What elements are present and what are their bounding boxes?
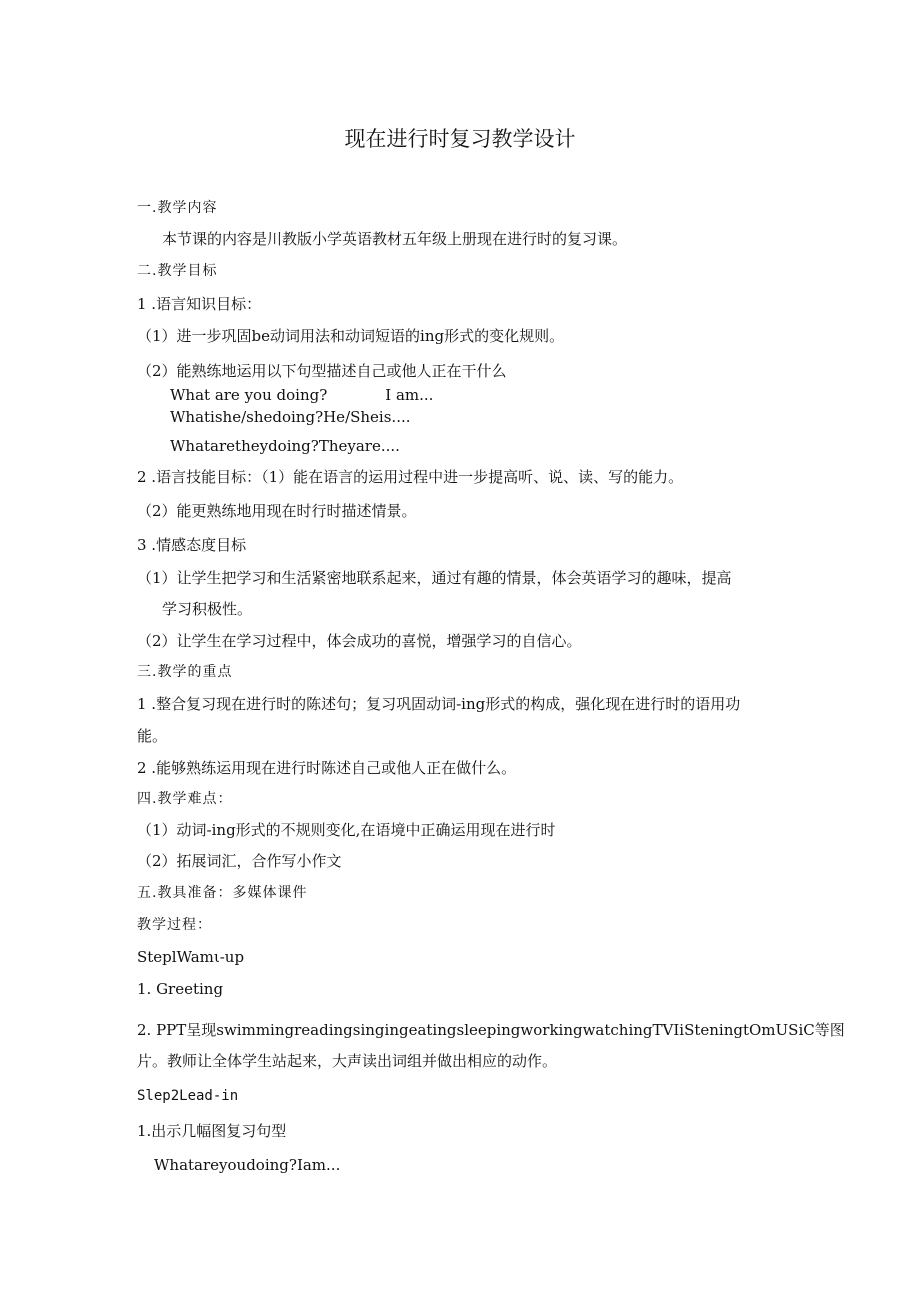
section-heading-goals: 二.教学目标: [137, 263, 218, 279]
step-1-item-1: 1. Greeting: [137, 980, 224, 998]
page-title: 现在进行时复习教学设计: [344, 127, 576, 151]
keypoint-1-cont: 能。: [137, 727, 168, 745]
step-2-sentence: Whatareyoudoing?Iam...: [154, 1156, 341, 1174]
goal-3-heading: 3 .情感态度目标: [137, 536, 247, 554]
goal-3-item-1: （1）让学生把学习和生活紧密地联系起来，通过有趣的情景，体会英语学习的趣味，提高: [137, 569, 732, 587]
section-heading-materials: 五.教具准备：多媒体课件: [137, 885, 308, 901]
process-heading: 教学过程：: [137, 917, 212, 933]
goal-1-heading: 1 .语言知识目标：: [137, 295, 262, 313]
step-1-heading: SteplWamι-up: [137, 948, 245, 966]
example-sentence-2: Whatishe/shedoing?He/Sheis....: [170, 408, 411, 426]
step-1-item-2-cont: 片。教师让全体学生站起来，大声读出词组并做出相应的动作。: [137, 1052, 558, 1070]
section-heading-difficulties: 四.教学难点：: [137, 791, 233, 807]
example-sentence-1: [170, 385, 433, 405]
section-heading-content: 一.教学内容: [137, 200, 218, 216]
goal-3-item-1-cont: 学习积极性。: [162, 600, 253, 618]
keypoint-2: 2 .能够熟练运用现在进行时陈述自己或他人正在做什么。: [137, 759, 517, 777]
goal-1-item-2: （2）能熟练地运用以下句型描述自己或他人正在干什么: [137, 362, 507, 380]
keypoint-1: 1 .整合复习现在进行时的陈述句；复习巩固动词-ing形式的构成，强化现在进行时的语用功: [137, 695, 741, 713]
paragraph-content: 本节课的内容是川教版小学英语教材五年级上册现在进行时的复习课。: [162, 230, 628, 248]
difficulty-2: （2）拓展词汇，合作写小作文: [137, 852, 342, 870]
section-heading-keypoints: 三.教学的重点: [137, 664, 233, 680]
step-1-item-2: 2. PPT呈现swimmingreadingsingingeatingsleepingworkingwatchingTVIiSteningtOmUSiC等图: [137, 1021, 845, 1039]
difficulty-1: （1）动词-ing形式的不规则变化,在语境中正确运用现在进行时: [137, 821, 556, 839]
goal-2-item-2: （2）能更熟练地用现在时行时描述情景。: [137, 502, 417, 520]
step-2-heading: Slep2Lead-in: [137, 1088, 239, 1104]
step-2-item-1: 1.出示几幅图复习句型: [137, 1122, 287, 1140]
example-sentence-3: Whataretheydoing?Theyare....: [170, 437, 400, 455]
goal-3-item-2: （2）让学生在学习过程中，体会成功的喜悦，增强学习的自信心。: [137, 632, 582, 650]
goal-2-item-1: 2 .语言技能目标：（1）能在语言的运用过程中进一步提高听、说、读、写的能力。: [137, 468, 684, 486]
goal-1-item-1: （1）进一步巩固be动词用法和动词短语的ing形式的变化规则。: [137, 327, 565, 345]
example-sentence-1-question: What are you doing?: [170, 386, 328, 404]
example-sentence-1-answer: I am...: [385, 386, 434, 404]
